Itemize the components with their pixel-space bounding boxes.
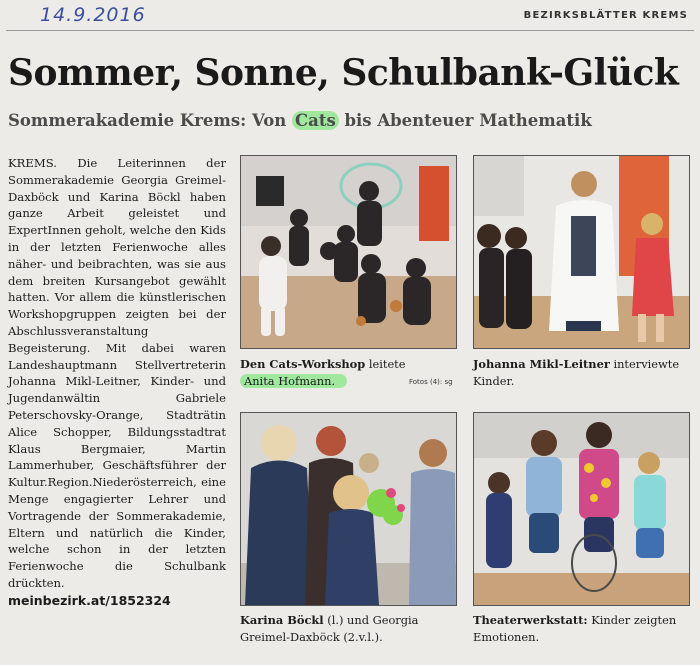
- caption-photo4: [473, 612, 688, 646]
- caption1-text: leitete: [365, 357, 406, 371]
- caption4-bold: Theaterwerkstatt:: [473, 613, 588, 627]
- dateline: KREMS.: [8, 156, 57, 170]
- body-text: Die Leiterinnen der Sommerakademie Georgia Greimel-Daxböck und Karina Böckl haben ganze Arbeit geleistet und ExpertInnen geholt, welche den Kids in der letzten Ferienwoche alles näher- und beibrachten, was sie aus dem breiten Kursangebot gewählt hatten. Vor allem die künstlerischen Workshopgruppen zeigten bei der Abschlussveranstaltung Begeisterung. Mit dabei waren Landeshauptmann Stellvertreterin Johanna Mikl-Leitner, Kinder- und Jugendanwältin Gabriele Peterschovsky-Orange, Stadträtin Alice Schopper, Bildungsstadtrat Klaus Bergmaier, Martin Lammerhuber, Geschäftsführer der Kultur.Region.Niederösterreich, eine Menge engagierter Lehrer und Vortragende der Sommerakademie, Eltern und natürlich die Kinder, welche schon in der letzten Ferienwoche die Schulbank drückten.: [8, 156, 226, 590]
- photo-credit: Fotos (4): sg: [409, 378, 453, 386]
- article-link[interactable]: meinbezirk.at/1852324: [8, 592, 171, 608]
- header-rule: [6, 30, 694, 31]
- caption4-text: Kinder zeigten Emotionen.: [473, 613, 677, 644]
- caption-photo3: [240, 612, 460, 646]
- subhead-highlight: Cats: [292, 111, 339, 130]
- caption2-text: interviewte Kinder.: [473, 357, 680, 388]
- photo-cats-workshop: [240, 155, 457, 349]
- article-subhead: [8, 111, 592, 130]
- subhead-start: Sommerakademie Krems: Von: [8, 111, 292, 130]
- article-body: [8, 155, 226, 610]
- publication-name: BEZIRKSBLÄTTER KREMS: [523, 10, 688, 21]
- subhead-end: bis Abenteuer Mathematik: [338, 111, 592, 130]
- handwritten-date: 14.9.2016: [40, 4, 146, 26]
- photo-organizers: [240, 412, 457, 606]
- caption3-bold: Karina Böckl: [240, 613, 324, 627]
- caption1-highlight: Anita Hofmann.: [240, 374, 347, 388]
- photo-theater: [473, 412, 690, 606]
- photo-interview: [473, 155, 690, 349]
- caption1-bold: Den Cats-Workshop: [240, 357, 366, 371]
- article-headline: Sommer, Sonne, Schulbank-Glück: [8, 52, 679, 94]
- caption3-text: (l.) und Georgia Greimel-Daxböck (2.v.l.).: [240, 613, 419, 644]
- caption-photo2: [473, 356, 688, 390]
- caption2-bold: Johanna Mikl-Leitner: [473, 357, 610, 371]
